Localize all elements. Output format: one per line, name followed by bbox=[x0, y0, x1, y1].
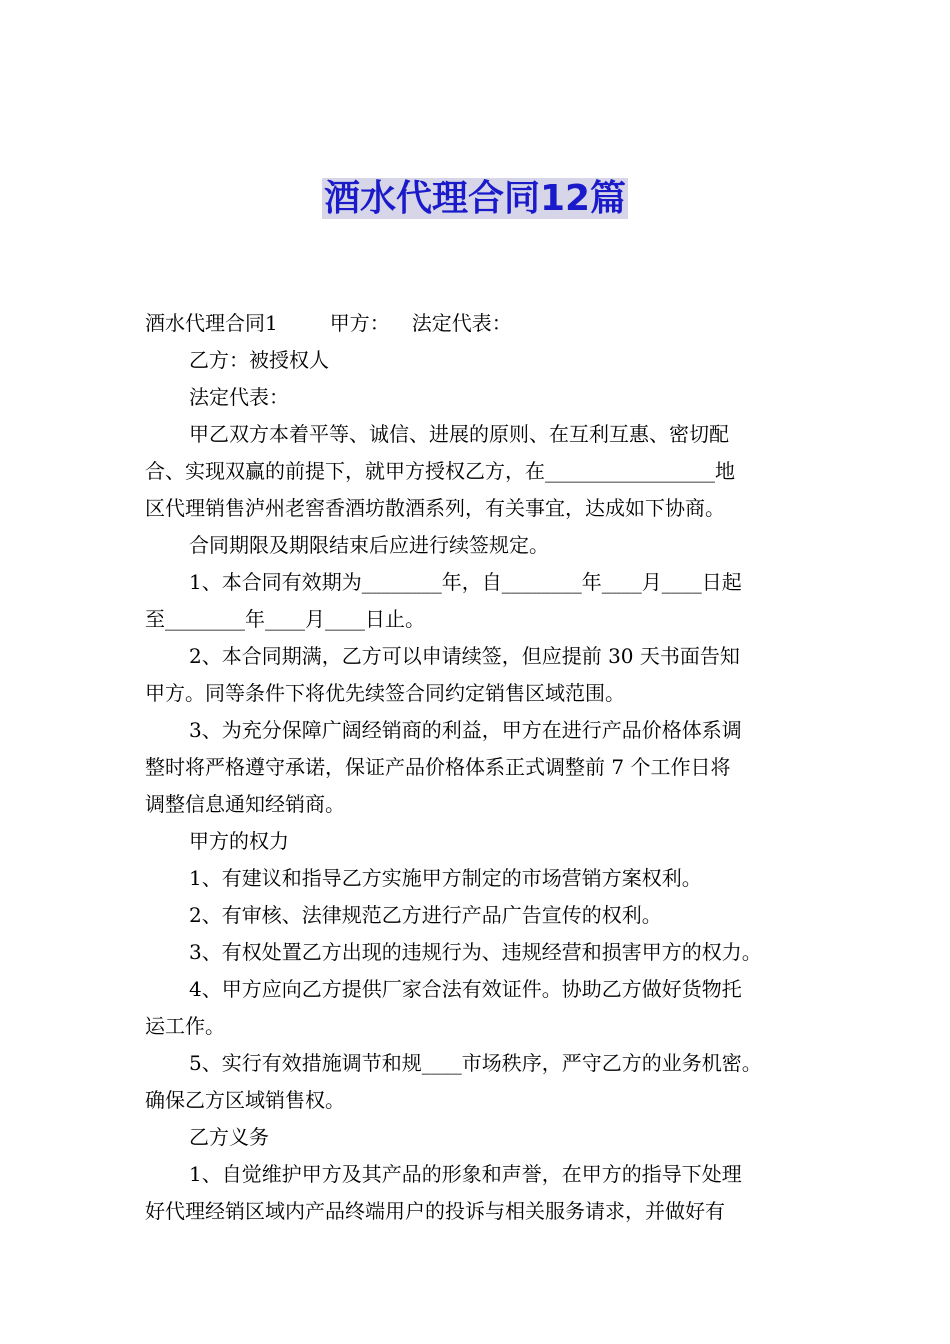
paragraph-line: 1、有建议和指导乙方实施甲方制定的市场营销方案权利。 bbox=[189, 866, 702, 890]
paragraph-line: 2、本合同期满，乙方可以申请续签，但应提前 30 天书面告知 bbox=[189, 644, 740, 668]
paragraph-line: 1、自觉维护甲方及其产品的形象和声誉，在甲方的指导下处理 bbox=[189, 1162, 742, 1186]
paragraph-line: 调整信息通知经销商。 bbox=[145, 792, 345, 816]
paragraph-line: 1、本合同有效期为________年，自________年____月____日起 bbox=[189, 570, 742, 594]
paragraph-line: 好代理经销区域内产品终端用户的投诉与相关服务请求，并做好有 bbox=[145, 1199, 725, 1223]
paragraph-line: 4、甲方应向乙方提供厂家合法有效证件。协助乙方做好货物托 bbox=[189, 977, 742, 1001]
party-a-label: 甲方： bbox=[329, 311, 390, 335]
document-title-text: 酒水代理合同12篇 bbox=[323, 178, 627, 219]
paragraph-line: 运工作。 bbox=[145, 1014, 225, 1038]
paragraph-line: 2、有审核、法律规范乙方进行产品广告宣传的权利。 bbox=[189, 903, 662, 927]
paragraph-line: 3、有权处置乙方出现的违规行为、违规经营和损害甲方的权力。 bbox=[189, 940, 762, 964]
section-heading: 乙方义务 bbox=[189, 1125, 269, 1149]
section-heading: 甲方的权力 bbox=[189, 829, 289, 853]
paragraph-line: 甲乙双方本着平等、诚信、进展的原则、在互利互惠、密切配 bbox=[189, 422, 729, 446]
paragraph-line: 区代理销售泸州老窖香酒坊散酒系列，有关事宜，达成如下协商。 bbox=[145, 496, 725, 520]
paragraph-line: 3、为充分保障广阔经销商的利益，甲方在进行产品价格体系调 bbox=[189, 718, 742, 742]
paragraph-line: 合、实现双赢的前提下，就甲方授权乙方，在_________________地 bbox=[145, 459, 735, 483]
paragraph-line: 至________年____月____日止。 bbox=[145, 607, 425, 631]
paragraph-line: 法定代表： bbox=[189, 385, 289, 409]
document-title bbox=[0, 176, 950, 222]
paragraph-line: 5、实行有效措施调节和规____市场秩序，严守乙方的业务机密。 bbox=[189, 1051, 762, 1075]
legal-rep-a-label: 法定代表： bbox=[411, 311, 512, 335]
document-body bbox=[145, 305, 810, 1230]
paragraph-line: 乙方：被授权人 bbox=[189, 348, 329, 372]
paragraph-line: 合同期限及期限结束后应进行续签规定。 bbox=[189, 533, 549, 557]
paragraph-line: 甲方。同等条件下将优先续签合同约定销售区域范围。 bbox=[145, 681, 625, 705]
paragraph-line: 确保乙方区域销售权。 bbox=[145, 1088, 345, 1112]
paragraph-line: 整时将严格遵守承诺，保证产品价格体系正式调整前 7 个工作日将 bbox=[145, 755, 731, 779]
contract-number: 酒水代理合同1 bbox=[145, 311, 278, 335]
contract-header-line bbox=[145, 305, 810, 342]
